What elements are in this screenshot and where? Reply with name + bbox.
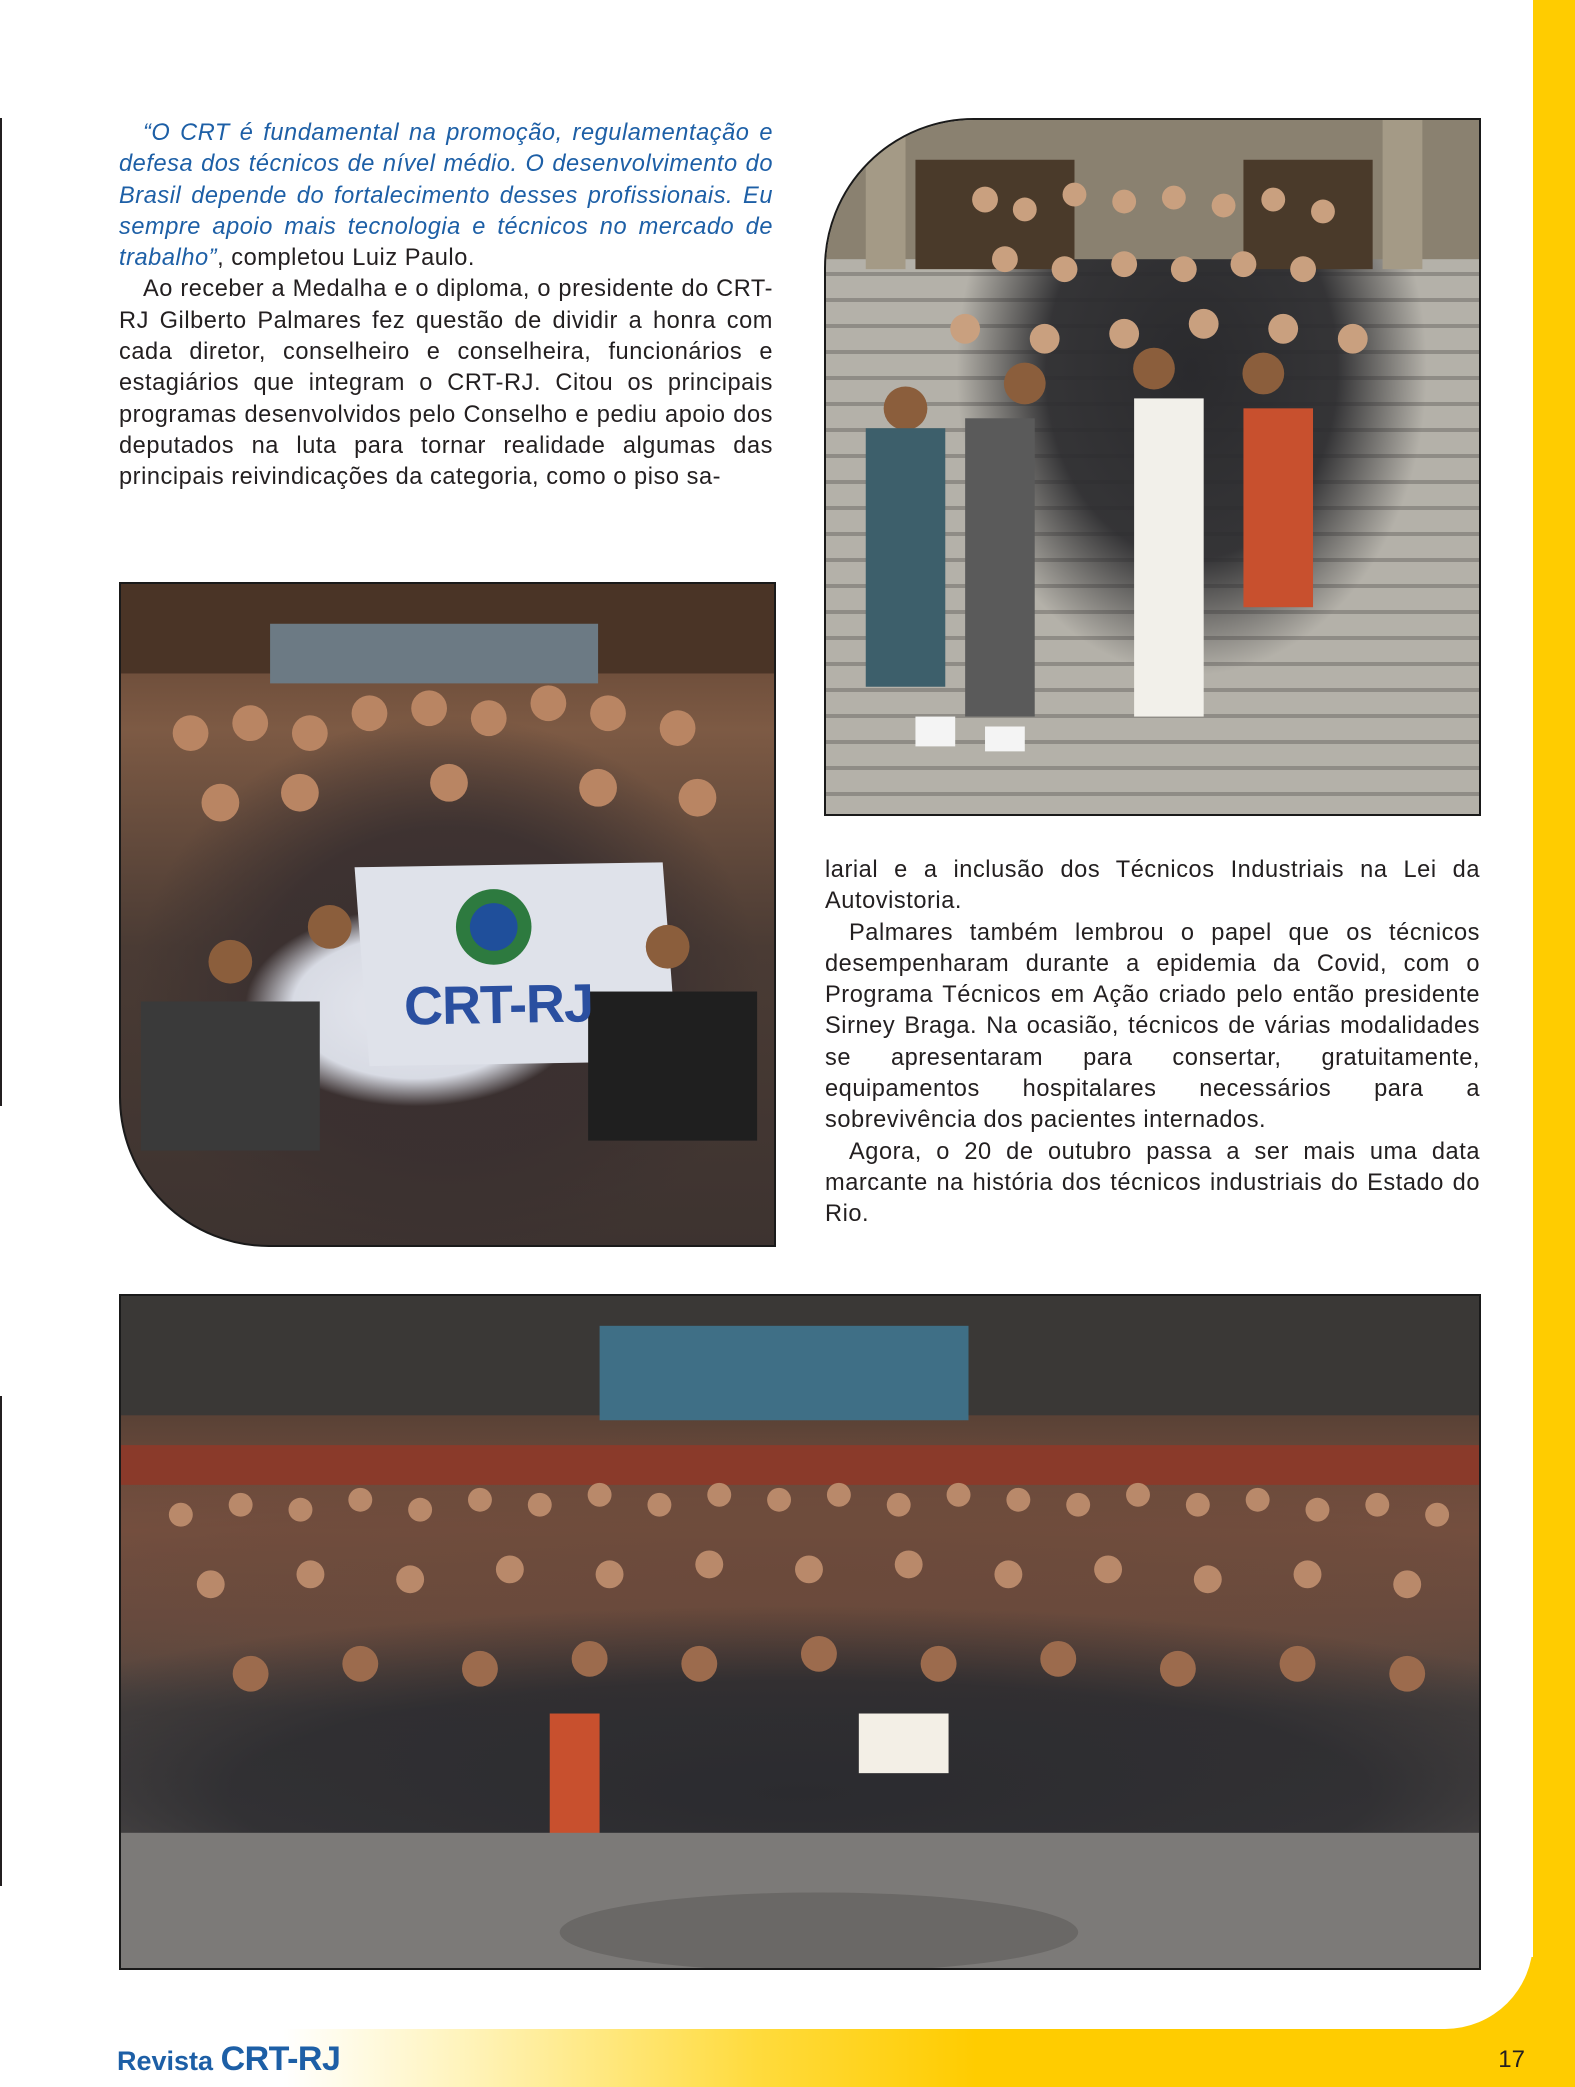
quote-attribution: , completou Luiz Paulo. [217,245,475,272]
photo-plenary-flag-medal [119,582,776,1247]
body-paragraph: Palmares também lembrou o papel que os técnicos desempenharam durante a epidemia da Covid, com o Programa Técnicos em Ação criado pelo então presidente Sirney Braga. Na ocasião, técnicos de várias modalidades se apresentaram para consertar, gratuitamente, equipamentos hospitalares necessários para a sobrevivência dos pacientes internados. [825,919,1480,1134]
photo-group-illustration [121,1296,1479,1968]
quote-text: “O CRT é fundamental na promoção, regulamentação e defesa dos técnicos de nível médio. O desenvolvimento do Brasil depende do fortalecimento desses profissionais. Eu sempre apoio mais tecnologia e técnicos no mercado de trabalho” [119,120,773,272]
body-paragraph: Agora, o 20 de outubro passa a ser mais uma data marcante na história dos técnicos industriais do Estado do Rio. [825,1138,1480,1228]
article-column-left [119,118,773,494]
photo-large-group-assembly [119,1294,1481,1970]
footer-brand-name: CRT-RJ [220,2040,341,2078]
page-number: 17 [1498,2046,1525,2073]
flag-logo-text: CRT-RJ [403,973,594,1037]
article-column-right [825,855,1480,1231]
left-margin-rule [0,118,2,1106]
footer-brand [117,2040,340,2079]
left-margin-rule [0,1396,2,1886]
yellow-page-band-right [1533,0,1575,2087]
footer-brand-prefix: Revista [117,2046,214,2076]
photo-plenary-illustration [121,584,774,1245]
photo-group-on-steps [824,118,1481,816]
body-paragraph: Ao receber a Medalha e o diploma, o presidente do CRT-RJ Gilberto Palmares fez questão de dividir a honra com cada diretor, conselheiro e conselheira, funcionários e estagiários que integram o CRT-RJ. Citou os principais programas desenvolvidos pelo Conselho e pediu apoio dos deputados na luta para tornar realidade algumas das principais reivindicações da categoria, como o piso sa- [119,276,773,491]
quote-paragraph [119,118,773,274]
photo-steps-illustration [826,120,1479,814]
body-paragraph: larial e a inclusão dos Técnicos Industriais na Lei da Autovistoria. [825,857,1480,915]
